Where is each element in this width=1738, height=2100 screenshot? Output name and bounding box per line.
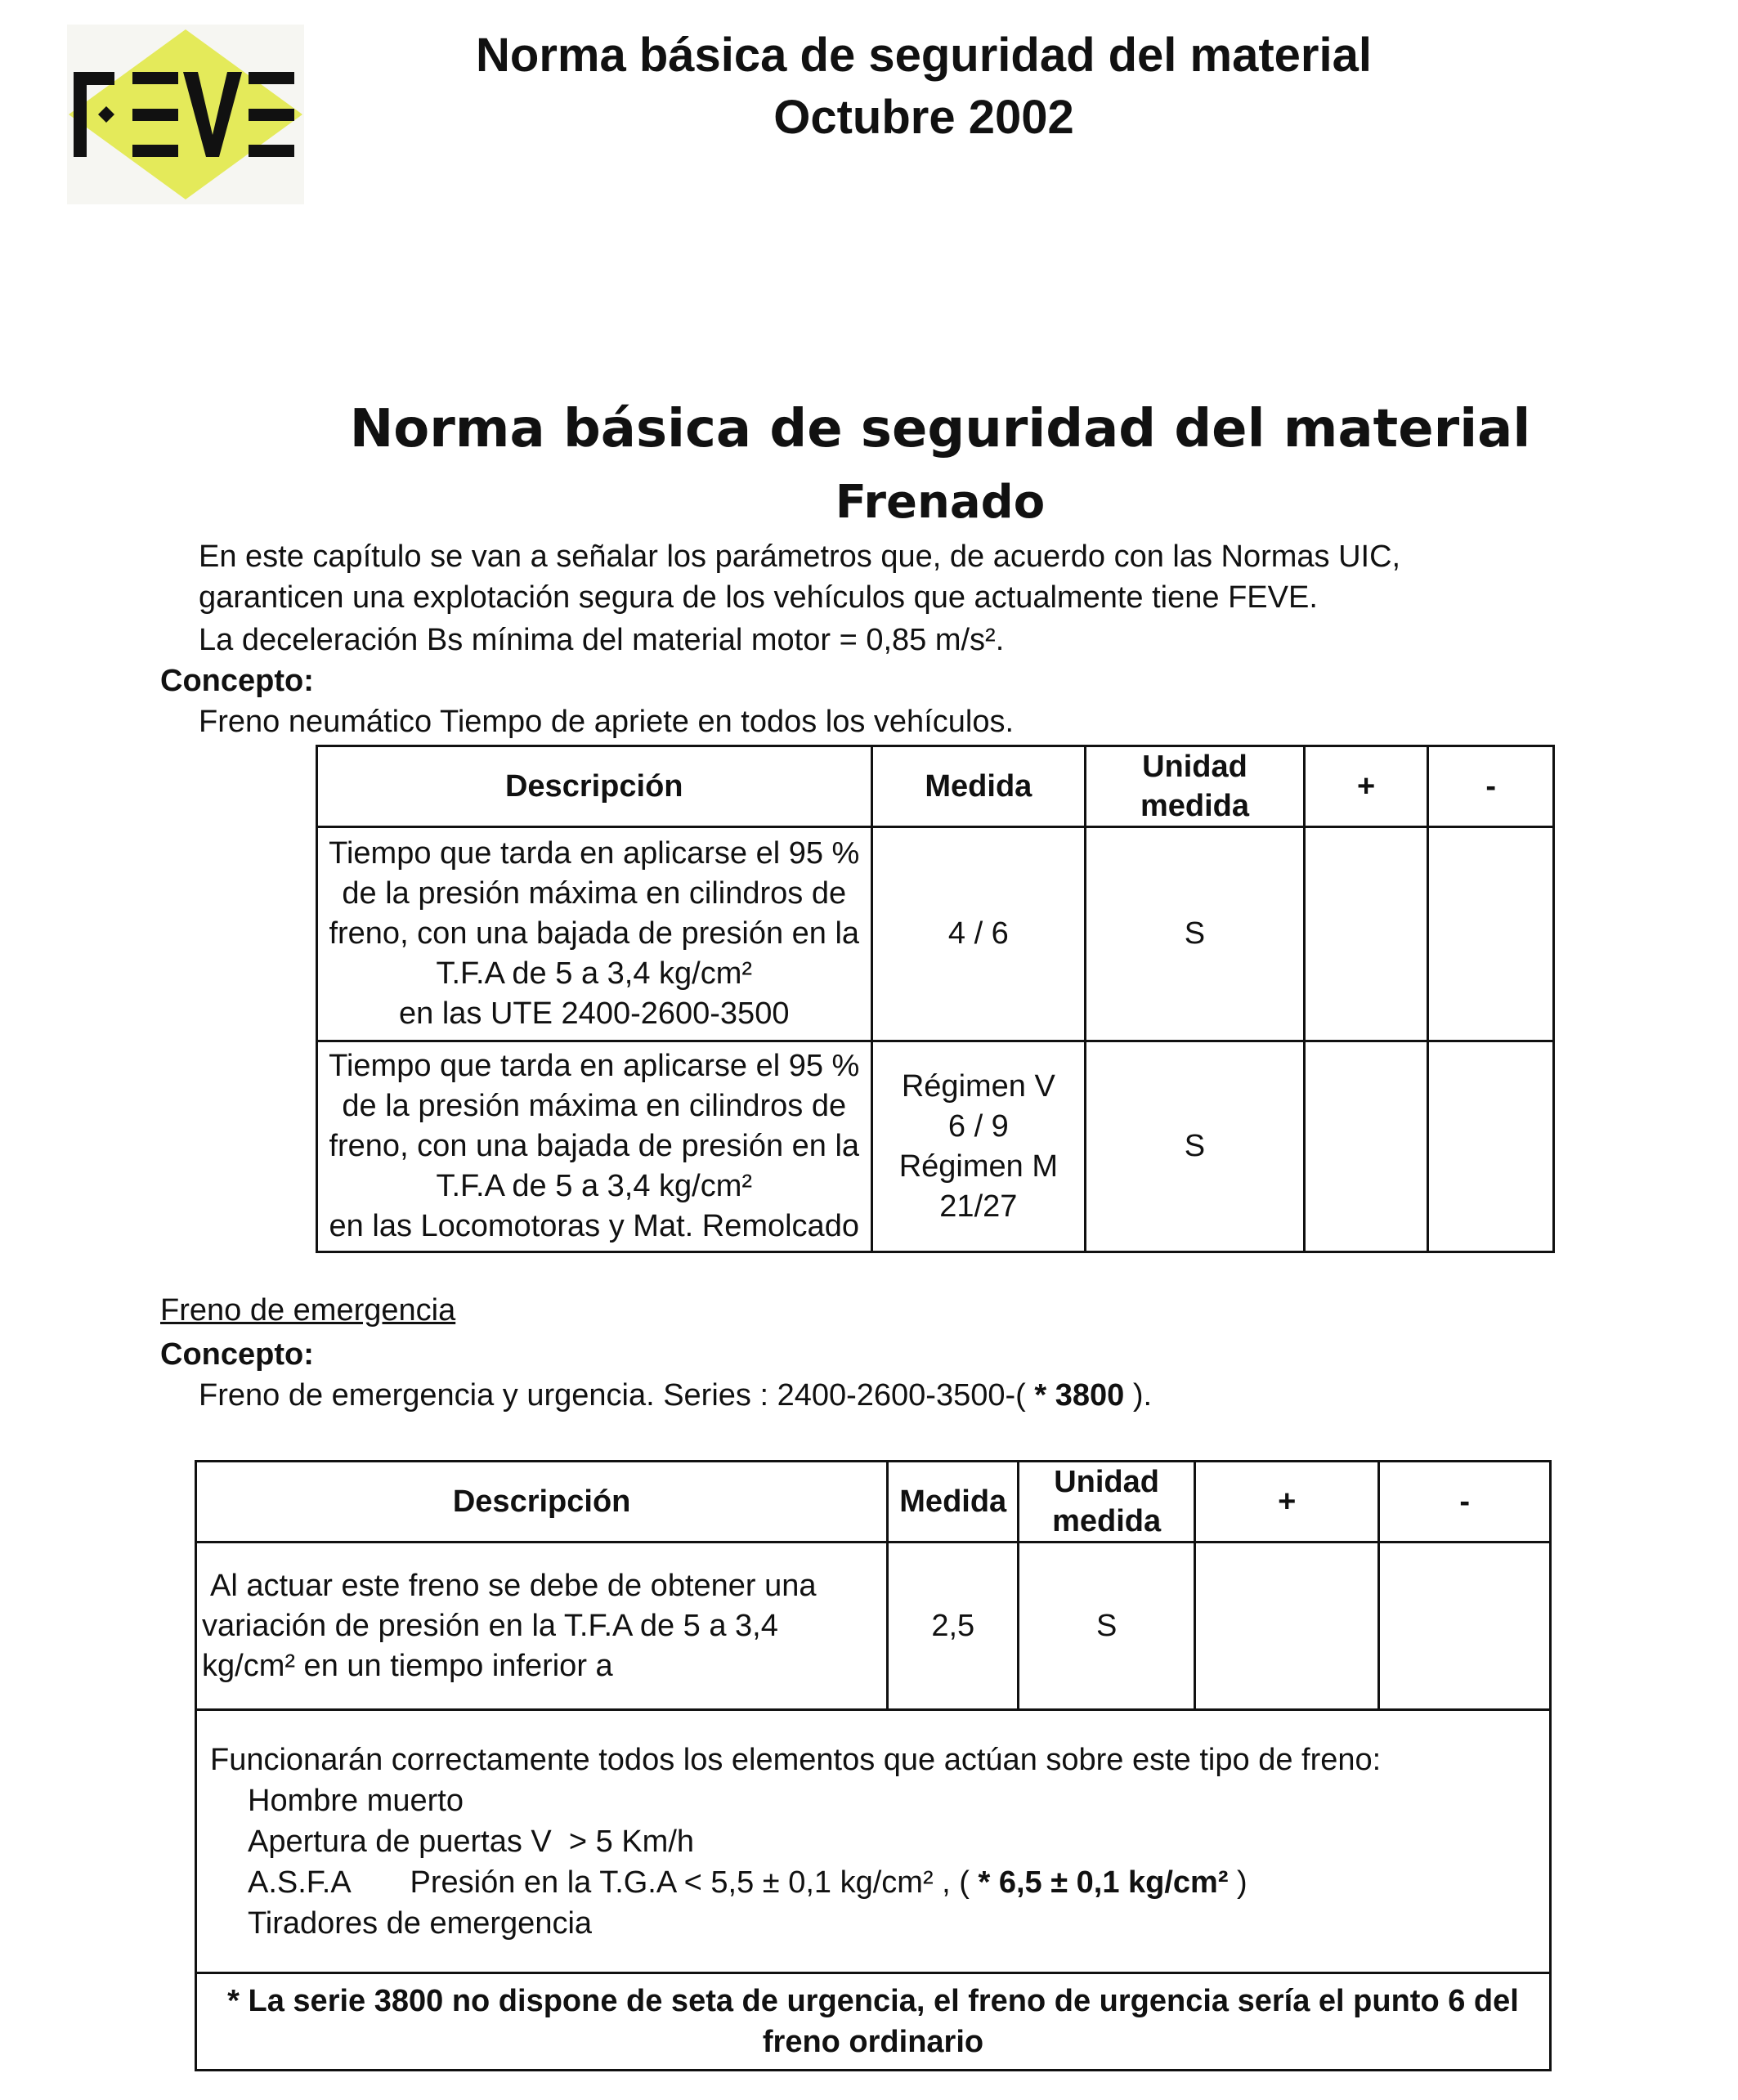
unit-cell: S — [1086, 1041, 1305, 1252]
section-title: Frenado — [835, 476, 1046, 529]
notes-item3-pre: A.S.F.A Presión en la T.G.A < 5,5 ± 0,1 kg/cm² , ( — [248, 1865, 970, 1900]
concept-text: Freno neumático Tiempo de apriete en todos los vehículos. — [199, 705, 1015, 739]
plus-cell — [1304, 827, 1428, 1041]
table-row — [317, 1041, 1554, 1252]
header-date: Octubre 2002 — [773, 91, 1074, 144]
desc-line: Al actuar este freno se debe de obtener una — [210, 1568, 817, 1603]
notes-cell — [196, 1710, 1551, 1973]
col-header-description: Descripción — [317, 746, 872, 827]
description-cell — [317, 1041, 872, 1252]
measure-line: 6 / 9 — [947, 1108, 1009, 1144]
col-header-measure: Medida — [888, 1462, 1019, 1543]
concept-text-pre: Freno de emergencia y urgencia. Series : 2400-2600-3500-( — [199, 1378, 1026, 1413]
table-row — [196, 1543, 1551, 1710]
notes-item: Tiradores de emergencia — [248, 1905, 593, 1941]
desc-line: T.F.A de 5 a 3,4 kg/cm² — [436, 1169, 753, 1203]
desc-line: kg/cm² en un tiempo inferior a — [202, 1648, 613, 1683]
minus-cell — [1379, 1543, 1551, 1710]
intro-line-3: La deceleración Bs mínima del material motor = 0,85 m/s². — [199, 623, 1005, 657]
description-cell — [196, 1543, 888, 1710]
page-title: Norma básica de seguridad del material — [349, 399, 1531, 459]
desc-line: Tiempo que tarda en aplicarse el 95 % — [329, 1049, 860, 1083]
measure-line: Régimen V — [901, 1068, 1055, 1104]
minus-cell — [1428, 1041, 1554, 1252]
footnote-cell — [196, 1973, 1551, 2071]
feve-logo-graphic — [67, 25, 304, 204]
measure-line: 21/27 — [939, 1189, 1018, 1224]
col-header-unit: Unidad medida — [1019, 1462, 1195, 1543]
col-header-measure: Medida — [871, 746, 1086, 827]
desc-line: freno, con una bajada de presión en la — [329, 1129, 860, 1163]
description-cell — [317, 827, 872, 1041]
measure-cell — [871, 1041, 1086, 1252]
notes-row — [196, 1710, 1551, 1973]
minus-cell — [1428, 827, 1554, 1041]
table-header-row — [317, 746, 1554, 827]
desc-line: Tiempo que tarda en aplicarse el 95 % — [329, 836, 860, 871]
unit-cell: S — [1086, 827, 1305, 1041]
measure-line: Régimen M — [898, 1149, 1058, 1184]
plus-cell — [1304, 1041, 1428, 1252]
intro-line-2: garanticen una explotación segura de los vehículos que actualmente tiene FEVE. — [199, 580, 1318, 615]
plus-cell — [1195, 1543, 1379, 1710]
measure-cell: 4 / 6 — [871, 827, 1086, 1041]
unit-cell: S — [1019, 1543, 1195, 1710]
desc-line: de la presión máxima en cilindros de — [342, 876, 847, 911]
measure-cell: 2,5 — [888, 1543, 1019, 1710]
concept-heading: Concepto: — [160, 664, 314, 698]
desc-line: en las UTE 2400-2600-3500 — [399, 996, 790, 1031]
concept-text-bold: * 3800 — [1025, 1378, 1125, 1413]
brake-time-table — [316, 745, 1555, 1253]
footnote-row — [196, 1973, 1551, 2071]
desc-line: T.F.A de 5 a 3,4 kg/cm² — [436, 956, 753, 991]
notes-item3-bold: * 6,5 ± 0,1 kg/cm² — [969, 1865, 1229, 1900]
table-header-row — [196, 1462, 1551, 1543]
notes-item: Apertura de puertas V > 5 Km/h — [248, 1824, 695, 1859]
emergency-brake-table — [195, 1460, 1552, 2071]
table-row — [317, 827, 1554, 1041]
intro-line-1: En este capítulo se van a señalar los parámetros que, de acuerdo con las Normas UIC, — [199, 540, 1401, 574]
footnote-line: * La serie 3800 no dispone de seta de urgencia, el freno de urgencia sería el punto 6 del — [227, 1984, 1519, 2018]
desc-line: de la presión máxima en cilindros de — [342, 1089, 847, 1123]
header-title: Norma básica de seguridad del material — [476, 29, 1372, 82]
col-header-plus: + — [1195, 1462, 1379, 1543]
emergency-title: Freno de emergencia — [160, 1293, 456, 1328]
col-header-unit: Unidad medida — [1086, 746, 1305, 827]
emergency-concept-text — [199, 1378, 1152, 1413]
concept-text-post: ). — [1124, 1378, 1153, 1413]
notes-item: Hombre muerto — [248, 1783, 464, 1818]
col-header-minus: - — [1379, 1462, 1551, 1543]
notes-item — [210, 1862, 1536, 1903]
col-header-minus: - — [1428, 746, 1554, 827]
concept-heading: Concepto: — [160, 1337, 314, 1372]
col-header-description: Descripción — [196, 1462, 888, 1543]
notes-intro: Funcionarán correctamente todos los elementos que actúan sobre este tipo de freno: — [210, 1742, 1382, 1777]
notes-item3-post: ) — [1228, 1865, 1248, 1900]
col-header-plus: + — [1304, 746, 1428, 827]
footnote-line: freno ordinario — [762, 2025, 984, 2059]
desc-line: variación de presión en la T.F.A de 5 a 3,4 — [202, 1608, 778, 1643]
desc-line: freno, con una bajada de presión en la — [329, 916, 860, 951]
feve-logo — [67, 25, 304, 204]
desc-line: en las Locomotoras y Mat. Remolcado — [329, 1209, 859, 1243]
